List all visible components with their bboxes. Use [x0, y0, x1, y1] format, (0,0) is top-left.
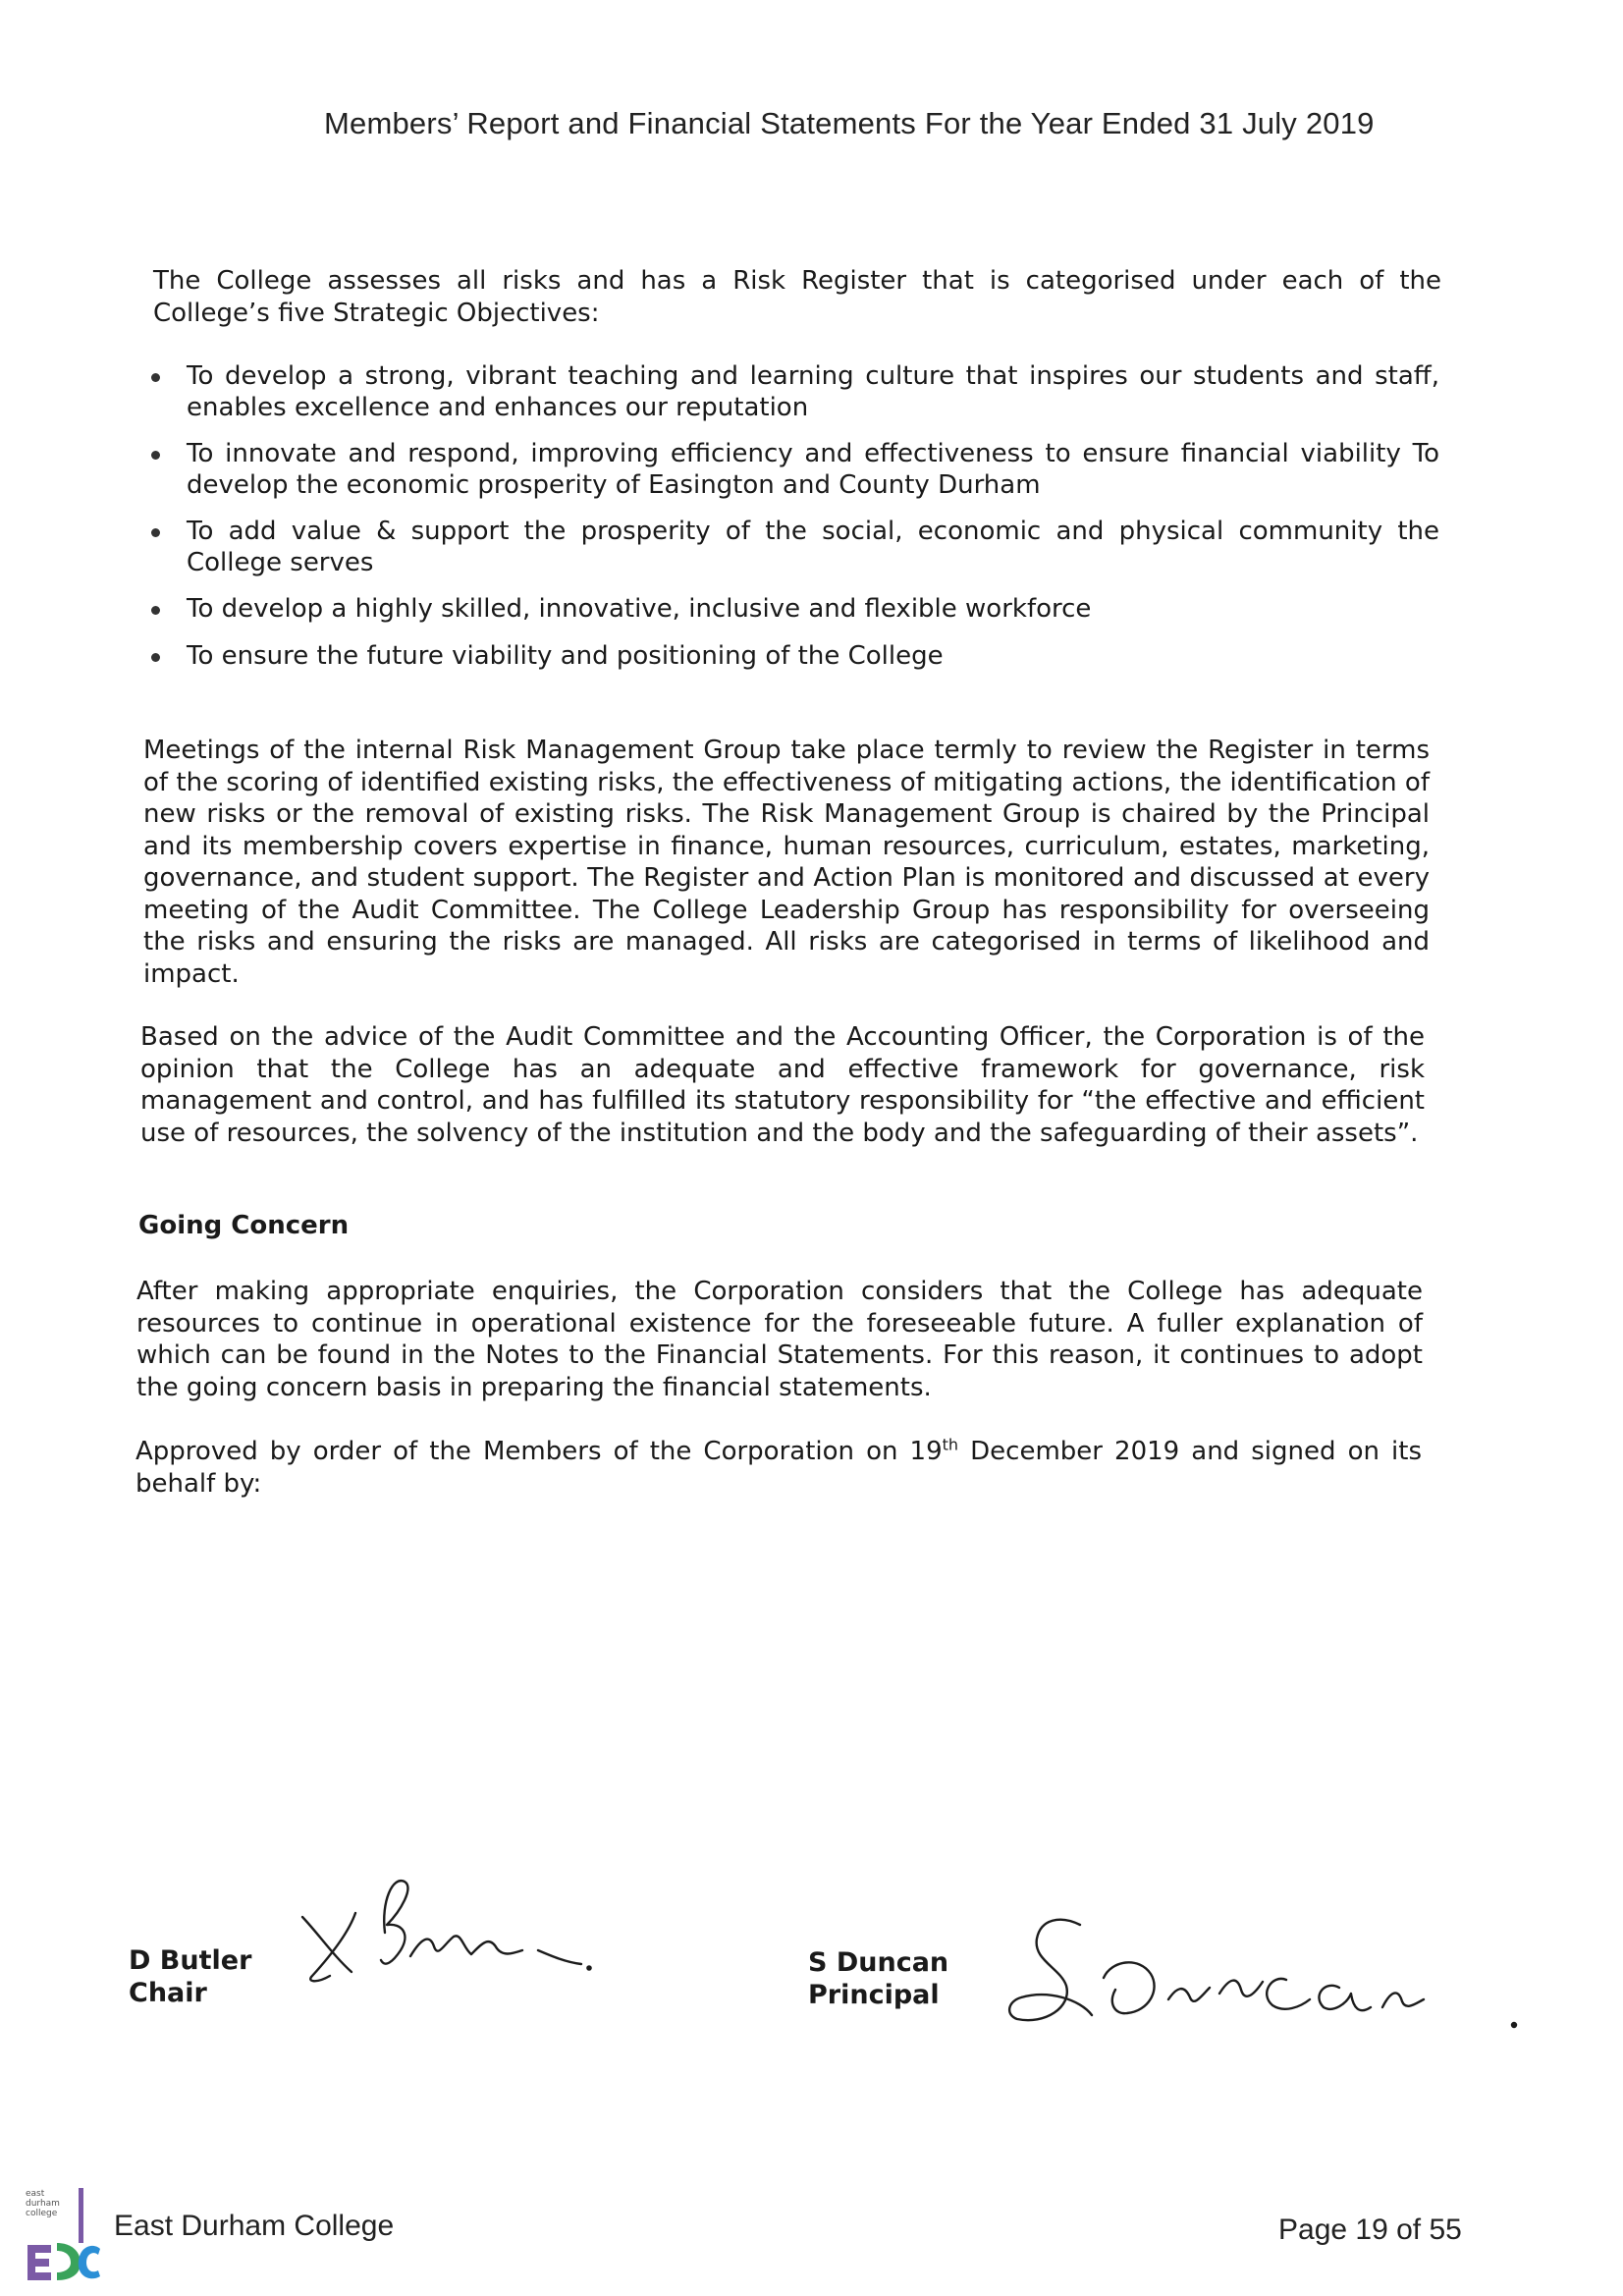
- going-concern-heading: Going Concern: [138, 1211, 350, 1240]
- intro-paragraph: The College assesses all risks and has a Risk Register that is categorised under each of the College’s five Strategic Objectives:: [153, 266, 1441, 328]
- logo-text: east: [26, 2189, 45, 2199]
- list-item: To innovate and respond, improving efficiency and effectiveness to ensure financial viability To develop the economic prosperity of Easington and County Durham: [147, 439, 1439, 501]
- signatory-chair: [129, 1944, 251, 2009]
- bullet-icon: [151, 451, 160, 460]
- list-item: To develop a strong, vibrant teaching and learning culture that inspires our students and staff, enables excellence and enhances our reputation: [147, 361, 1439, 423]
- signature-principal: [1001, 1905, 1551, 2052]
- signatory-role: Chair: [129, 1978, 207, 2008]
- page-header: Members’ Report and Financial Statements For the Year Ended 31 July 2019: [324, 106, 1375, 140]
- svg-text:durham: durham: [26, 2199, 60, 2209]
- objectives-list: [147, 361, 1439, 687]
- list-item: To ensure the future viability and positioning of the College: [147, 641, 1439, 673]
- signatory-name: S Duncan: [808, 1947, 949, 1978]
- signatory-role: Principal: [808, 1980, 940, 2010]
- page-number: Page 19 of 55: [1278, 2214, 1462, 2246]
- svg-text:college: college: [26, 2209, 58, 2218]
- footer-college-name: East Durham College: [114, 2210, 395, 2242]
- list-item: To develop a highly skilled, innovative, inclusive and flexible workforce: [147, 594, 1439, 626]
- going-concern-paragraph: After making appropriate enquiries, the Corporation considers that the College has adequate resources to continue in operational existence for the foreseeable future. A fuller explanation of which can be found in the Notes to the Financial Statements. For this reason, it continues to adopt the going concern basis in preparing the financial statements.: [136, 1277, 1423, 1402]
- signatory-name: D Butler: [129, 1945, 252, 1976]
- bullet-icon: [151, 653, 160, 662]
- list-item: To add value & support the prosperity of the social, economic and physical community the College serves: [147, 517, 1439, 578]
- bullet-icon: [151, 528, 160, 537]
- risk-group-paragraph: Meetings of the internal Risk Management Group take place termly to review the Register in terms of the scoring of identified existing risks, the effectiveness of mitigating actions, the identification of new risks or the removal of existing risks. The Risk Management Group is chaired by the Principal and its membership covers expertise in finance, human resources, curriculum, estates, marketing, governance, and student support. The Register and Action Plan is monitored and discussed at every meeting of the Audit Committee. The College Leadership Group has responsibility for overseeing the risks and ensuring the risks are managed. All risks are categorised in terms of likelihood and impact.: [143, 736, 1430, 989]
- opinion-paragraph: Based on the advice of the Audit Committee and the Accounting Officer, the Corporation is of the opinion that the College has an adequate and effective framework for governance, risk management and control, and has fulfilled its statutory responsibility for “the effective and efficient use of resources, the solvency of the institution and the body and the safeguarding of their assets”.: [140, 1022, 1425, 1148]
- college-logo: [22, 2184, 104, 2282]
- bullet-icon: [151, 373, 160, 382]
- signatory-principal: [808, 1946, 948, 2011]
- signature-chair: [295, 1866, 619, 2013]
- approval-paragraph: Approved by order of the Members of the Corporation on 19th December 2019 and signed on its behalf by:: [135, 1435, 1422, 1499]
- bullet-icon: [151, 606, 160, 615]
